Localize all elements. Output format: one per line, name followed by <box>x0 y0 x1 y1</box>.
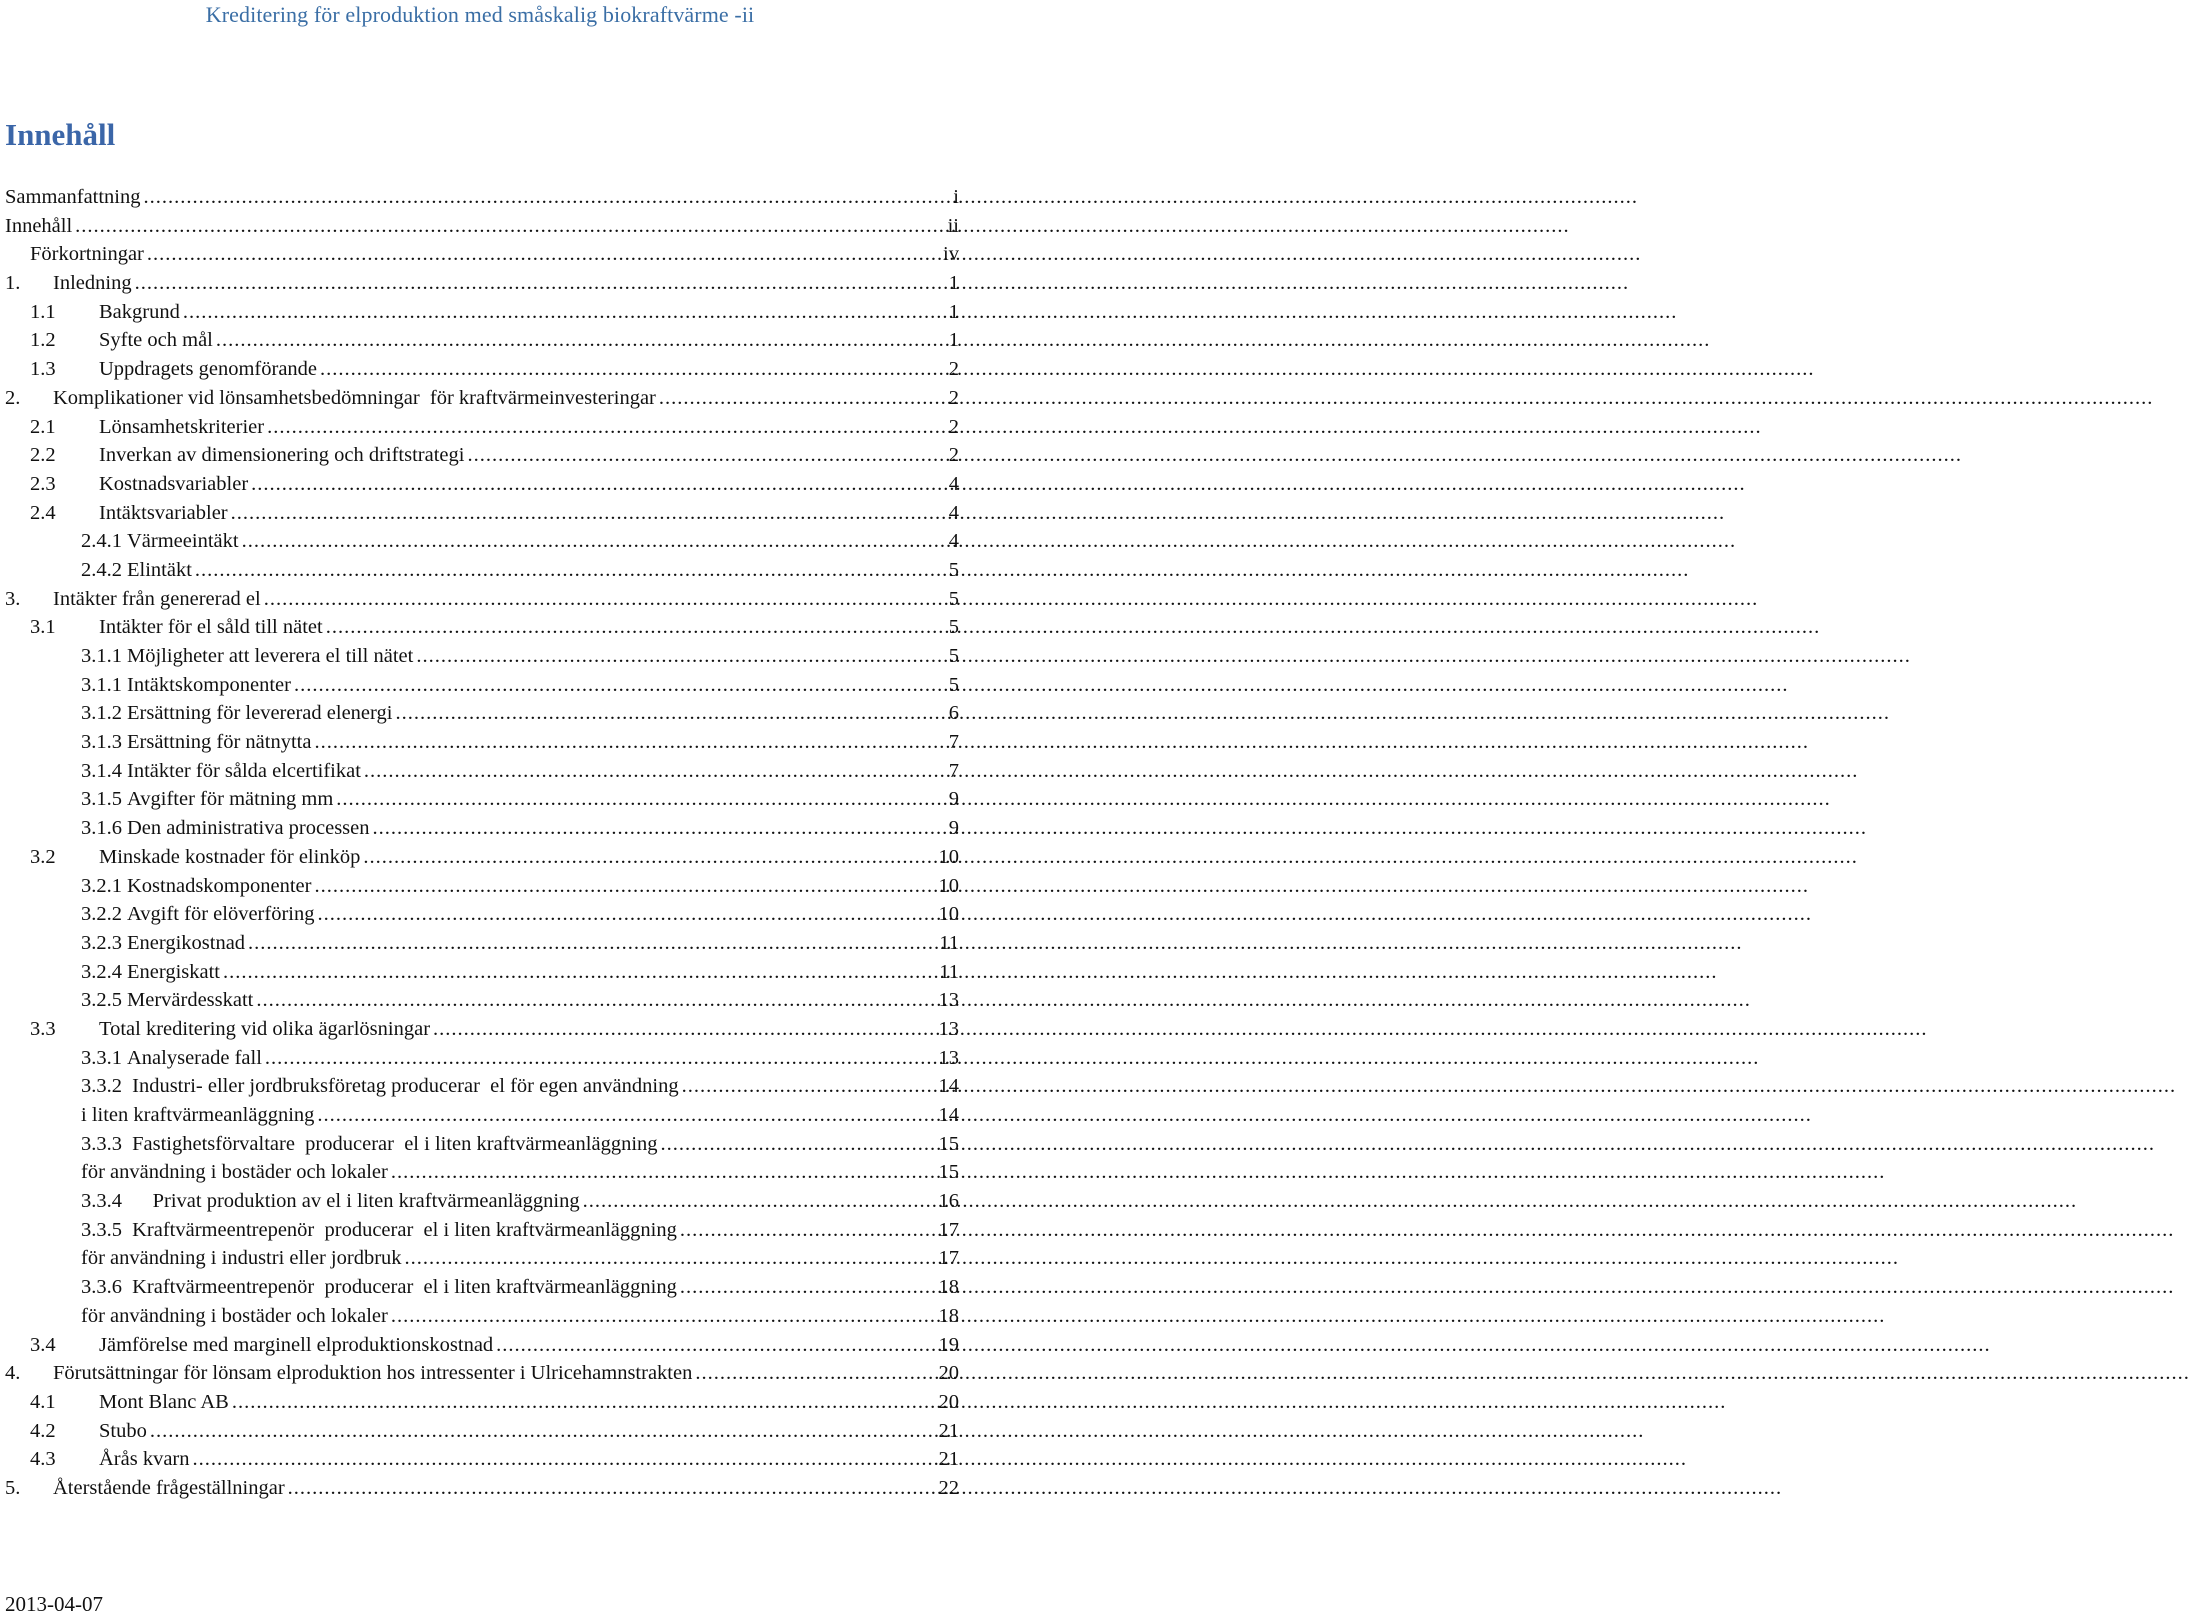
toc-entry-number: 3.1.4 <box>81 759 122 782</box>
toc-dot-leader <box>150 1417 936 1446</box>
toc-dot-leader <box>405 1244 936 1273</box>
toc-entry-number: 2.1 <box>30 415 56 438</box>
toc-entry-number: 5. <box>5 1476 21 1499</box>
toc-entry-page-number: 21 <box>938 1419 959 1442</box>
toc-entry[interactable] <box>5 642 959 671</box>
toc-entry-number: 3.1.3 <box>81 731 122 754</box>
toc-entry-number: 3.2.1 <box>81 874 122 897</box>
toc-entry-number: 3. <box>5 587 21 610</box>
toc-entry[interactable] <box>5 1015 959 1044</box>
toc-entry-label: Avgift för elöverföring <box>127 903 315 926</box>
toc-entry-label: Förkortningar <box>30 243 144 266</box>
toc-entry-page-number: 17 <box>938 1218 959 1241</box>
toc-entry[interactable] <box>5 728 959 757</box>
toc-dot-leader <box>195 556 946 585</box>
toc-entry-label: Intäkter för el såld till nätet <box>99 616 323 639</box>
toc-dot-leader <box>231 499 946 528</box>
toc-entry-label: Inverkan av dimensionering och driftstrategi <box>99 444 465 467</box>
toc-entry-number: 3.1.1 <box>81 673 122 696</box>
toc-entry-label: Kostnadskomponenter <box>127 874 312 897</box>
toc-dot-leader <box>135 269 946 298</box>
toc-entry-number: 3.3.6 <box>81 1276 122 1299</box>
toc-dot-leader <box>317 1101 935 1130</box>
toc-entry-label: Total kreditering vid olika ägarlösningar <box>99 1017 431 1040</box>
toc-entry[interactable] <box>5 1388 959 1417</box>
toc-entry-label: för användning i bostäder och lokaler <box>81 1304 388 1327</box>
toc-heading: Innehåll <box>5 117 116 152</box>
toc-dot-leader <box>265 1044 936 1073</box>
toc-dot-leader <box>75 212 944 241</box>
toc-entry[interactable] <box>5 556 959 585</box>
toc-dot-leader <box>395 699 945 728</box>
toc-entry-label: Inledning <box>53 272 132 295</box>
toc-entry-page-number: 4 <box>948 472 959 495</box>
toc-entry-number: 3.2.5 <box>81 989 122 1012</box>
toc-entry[interactable] <box>5 929 959 958</box>
toc-entry[interactable] <box>5 240 959 269</box>
toc-dot-leader <box>680 1273 936 1302</box>
toc-entry-number: 3.1.2 <box>81 702 122 725</box>
toc-entry-number: 1.1 <box>30 300 56 323</box>
toc-entry-page-number: 13 <box>938 989 959 1012</box>
toc-dot-leader <box>223 958 936 987</box>
toc-entry-label: Komplikationer vid lönsamhetsbedömningar för kraftvärmeinvesteringar <box>53 386 656 409</box>
toc-entry-page-number: 1 <box>948 300 959 323</box>
toc-dot-leader <box>467 441 945 470</box>
toc-entry[interactable] <box>5 326 959 355</box>
toc-entry-page-number: 6 <box>948 702 959 725</box>
toc-entry[interactable] <box>5 1044 959 1073</box>
toc-entry-page-number: 10 <box>938 903 959 926</box>
toc-entry[interactable] <box>5 384 959 413</box>
toc-entry-label: för användning i bostäder och lokaler <box>81 1161 388 1184</box>
toc-dot-leader <box>682 1072 936 1101</box>
toc-entry[interactable] <box>5 900 959 929</box>
toc-entry[interactable] <box>5 413 959 442</box>
toc-entry-number: 3.3.4 <box>81 1190 122 1213</box>
toc-entry[interactable] <box>5 1359 959 1388</box>
toc-entry-number: 3.4 <box>30 1333 56 1356</box>
toc-entry[interactable] <box>5 1273 959 1302</box>
toc-entry[interactable] <box>5 1302 959 1331</box>
toc-entry-page-number: 20 <box>938 1390 959 1413</box>
toc-entry-label: Återstående frågeställningar <box>53 1476 285 1499</box>
toc-entry-page-number: 5 <box>948 558 959 581</box>
toc-dot-leader <box>680 1216 936 1245</box>
toc-entry-number: 3.3.2 <box>81 1075 122 1098</box>
toc-entry[interactable] <box>5 212 959 241</box>
toc-entry-number: 3.2.4 <box>81 960 122 983</box>
toc-entry[interactable] <box>5 499 959 528</box>
toc-entry-page-number: 13 <box>938 1017 959 1040</box>
toc-entry-page-number: 16 <box>938 1190 959 1213</box>
toc-entry-number: 3.2.2 <box>81 903 122 926</box>
toc-entry-page-number: 2 <box>948 386 959 409</box>
toc-entry[interactable] <box>5 1158 959 1187</box>
toc-entry-page-number: 1 <box>948 329 959 352</box>
toc-entry-number: 4. <box>5 1362 21 1385</box>
toc-entry-number: 3.2.3 <box>81 931 122 954</box>
toc-dot-leader <box>193 1445 936 1474</box>
toc-entry-page-number: 20 <box>938 1362 959 1385</box>
toc-entry-number: 2.4.1 <box>81 530 122 553</box>
toc-dot-leader <box>242 527 946 556</box>
toc-entry-page-number: 2 <box>948 415 959 438</box>
toc-dot-leader <box>267 413 946 442</box>
toc-entry-label: Lönsamhetskriterier <box>99 415 265 438</box>
toc-entry-page-number: 7 <box>948 731 959 754</box>
toc-entry-page-number: 15 <box>938 1161 959 1184</box>
toc-dot-leader <box>317 900 935 929</box>
toc-entry-number: 1.3 <box>30 358 56 381</box>
toc-entry[interactable] <box>5 585 959 614</box>
toc-entry-label: Fastighetsförvaltare producerar el i liten kraftvärmeanläggning <box>127 1132 658 1155</box>
toc-entry-label: Ersättning för nätnytta <box>127 731 312 754</box>
toc-entry[interactable] <box>5 958 959 987</box>
toc-entry[interactable] <box>5 1216 959 1245</box>
toc-entry-number: 3.1 <box>30 616 56 639</box>
toc-dot-leader <box>147 240 940 269</box>
toc-entry-number: 2.2 <box>30 444 56 467</box>
toc-entry-page-number: 18 <box>938 1276 959 1299</box>
toc-entry-label: Jämförelse med marginell elproduktionskostnad <box>99 1333 494 1356</box>
toc-dot-leader <box>320 355 946 384</box>
toc-dot-leader <box>288 1474 936 1503</box>
toc-dot-leader <box>659 384 946 413</box>
toc-entry-label: Energikostnad <box>127 931 246 954</box>
toc-entry-number: 4.2 <box>30 1419 56 1442</box>
toc-entry[interactable] <box>5 1130 959 1159</box>
page-header: Kreditering för elproduktion med småskalig biokraftvärme -ii <box>205 2 755 27</box>
toc-entry-page-number: 18 <box>938 1304 959 1327</box>
toc-entry-page-number: 1 <box>948 272 959 295</box>
toc-entry[interactable] <box>5 1072 959 1101</box>
toc-entry-label: Privat produktion av el i liten kraftvärmeanläggning <box>127 1190 580 1213</box>
toc-dot-leader <box>496 1331 935 1360</box>
toc-entry-number: 3.3.5 <box>81 1218 122 1241</box>
toc-dot-leader <box>661 1130 936 1159</box>
toc-entry-page-number: 22 <box>938 1476 959 1499</box>
toc-entry[interactable] <box>5 699 959 728</box>
toc-dot-leader <box>264 585 946 614</box>
toc-entry[interactable] <box>5 298 959 327</box>
toc-entry-page-number: 15 <box>938 1132 959 1155</box>
toc-entry-label: Mont Blanc AB <box>99 1390 229 1413</box>
toc-dot-leader <box>144 183 951 212</box>
toc-dot-leader <box>363 843 935 872</box>
toc-entry-label: Bakgrund <box>99 300 180 323</box>
footer-date: 2013-04-07 <box>5 1592 103 1616</box>
toc-entry-number: 3.2 <box>30 845 56 868</box>
toc-entry-number: 4.1 <box>30 1390 56 1413</box>
toc-entry-label: Ersättning för levererad elenergi <box>127 702 393 725</box>
toc-entry-page-number: 2 <box>948 444 959 467</box>
toc-entry[interactable] <box>5 671 959 700</box>
toc-entry-label: Uppdragets genomförande <box>99 358 318 381</box>
toc-entry[interactable] <box>5 757 959 786</box>
toc-entry-label: Kraftvärmeentrepenör producerar el i liten kraftvärmeanläggning <box>127 1276 677 1299</box>
toc-entry-number: 1.2 <box>30 329 56 352</box>
toc-dot-leader <box>232 1388 936 1417</box>
toc-entry-label: Årås kvarn <box>99 1448 190 1471</box>
toc-dot-leader <box>314 872 935 901</box>
toc-entry-page-number: 4 <box>948 501 959 524</box>
toc-entry[interactable] <box>5 814 959 843</box>
toc-dot-leader <box>373 814 946 843</box>
toc-entry-label: Kraftvärmeentrepenör producerar el i liten kraftvärmeanläggning <box>127 1218 677 1241</box>
toc-entry[interactable] <box>5 1445 959 1474</box>
toc-entry-page-number: 14 <box>938 1075 959 1098</box>
toc-entry-page-number: 5 <box>948 587 959 610</box>
toc-entry-page-number: 10 <box>938 874 959 897</box>
toc-entry-label: Stubo <box>99 1419 147 1442</box>
toc-entry-label: Intäkter för sålda elcertifikat <box>127 759 361 782</box>
toc-dot-leader <box>216 326 946 355</box>
toc-entry-page-number: ii <box>947 214 959 237</box>
toc-entry-page-number: 7 <box>948 759 959 782</box>
toc-entry-number: 4.3 <box>30 1448 56 1471</box>
toc-dot-leader <box>336 785 945 814</box>
toc-entry-page-number: iv <box>943 243 959 266</box>
toc-entry-page-number: 5 <box>948 645 959 667</box>
toc-entry-label: Värmeeintäkt <box>127 530 239 553</box>
toc-entry-number: 2.3 <box>30 472 56 495</box>
toc-dot-leader <box>326 613 946 642</box>
toc-entry[interactable] <box>5 843 959 872</box>
toc-entry-label: Analyserade fall <box>127 1046 262 1069</box>
toc-entry-page-number: 4 <box>948 530 959 553</box>
toc-entry-page-number: 21 <box>938 1448 959 1471</box>
toc-entry-page-number: 11 <box>939 931 959 954</box>
toc-entry[interactable] <box>5 1187 959 1216</box>
toc-entry-page-number: i <box>953 186 959 208</box>
toc-entry-number: 3.3.1 <box>81 1046 122 1069</box>
toc-entry[interactable] <box>5 1101 959 1130</box>
toc-entry[interactable] <box>5 441 959 470</box>
toc-entry[interactable] <box>5 785 959 814</box>
toc-entry-number: 2.4 <box>30 501 56 524</box>
toc-entry-page-number: 11 <box>939 960 959 983</box>
toc-dot-leader <box>183 298 946 327</box>
toc-entry-label: Förutsättningar för lönsam elproduktion hos intressenter i Ulricehamnstrakten <box>53 1362 693 1385</box>
toc-entry-label: Elintäkt <box>127 558 192 581</box>
toc-entry-page-number: 9 <box>948 817 959 840</box>
toc-entry[interactable] <box>5 1331 959 1360</box>
toc-entry-label: Intäktskomponenter <box>127 673 291 696</box>
toc-entry[interactable] <box>5 269 959 298</box>
toc-entry[interactable] <box>5 470 959 499</box>
toc-entry-label: Sammanfattning <box>5 186 141 208</box>
toc-dot-leader <box>248 929 936 958</box>
toc-dot-leader <box>695 1359 935 1388</box>
toc-entry-label: i liten kraftvärmeanläggning <box>81 1104 315 1126</box>
toc-dot-leader <box>364 757 946 786</box>
toc-dot-leader <box>314 728 945 757</box>
toc-entry-label: Energiskatt <box>127 960 220 983</box>
toc-entry[interactable] <box>5 613 959 642</box>
toc-entry-label: Minskade kostnader för elinköp <box>99 845 361 868</box>
toc-entry-page-number: 9 <box>948 788 959 811</box>
toc-dot-leader <box>294 671 946 700</box>
toc-entry-label: Kostnadsvariabler <box>99 472 249 495</box>
table-of-contents <box>5 183 959 1503</box>
toc-entry-page-number: 5 <box>948 616 959 639</box>
toc-entry-label: Innehåll <box>5 214 73 237</box>
toc-entry-label: Syfte och mål <box>99 329 213 352</box>
toc-dot-leader <box>391 1302 936 1331</box>
toc-dot-leader <box>391 1158 936 1187</box>
toc-entry-label: Mervärdesskatt <box>127 989 254 1012</box>
toc-entry-page-number: 13 <box>938 1046 959 1069</box>
toc-entry-page-number: 2 <box>948 358 959 381</box>
toc-dot-leader <box>583 1187 936 1216</box>
toc-entry-page-number: 14 <box>938 1104 959 1126</box>
toc-entry-number: 1. <box>5 272 21 295</box>
toc-entry-page-number: 17 <box>938 1247 959 1270</box>
toc-entry-label: Industri- eller jordbruksföretag producerar el för egen användning <box>127 1075 679 1098</box>
toc-entry-number: 2. <box>5 386 21 409</box>
toc-entry[interactable] <box>5 183 959 212</box>
toc-entry[interactable] <box>5 1474 959 1503</box>
toc-dot-leader <box>251 470 946 499</box>
toc-entry-number: 3.1.1 <box>81 645 122 667</box>
toc-entry-label: Intäktsvariabler <box>99 501 228 524</box>
toc-entry-label: Avgifter för mätning mm <box>127 788 334 811</box>
toc-entry[interactable] <box>5 872 959 901</box>
toc-entry-label: Den administrativa processen <box>127 817 370 840</box>
toc-entry-number: 3.1.6 <box>81 817 122 840</box>
toc-entry-label: Intäkter från genererad el <box>53 587 261 610</box>
toc-entry-number: 3.3 <box>30 1017 56 1040</box>
toc-entry[interactable] <box>5 986 959 1015</box>
toc-entry-number: 3.1.5 <box>81 788 122 811</box>
toc-dot-leader <box>433 1015 935 1044</box>
toc-entry[interactable] <box>5 1417 959 1446</box>
toc-entry[interactable] <box>5 1244 959 1273</box>
toc-entry[interactable] <box>5 355 959 384</box>
toc-dot-leader <box>416 642 945 671</box>
toc-entry-label: Möjligheter att leverera el till nätet <box>127 645 414 667</box>
toc-entry-page-number: 10 <box>938 845 959 868</box>
toc-entry-page-number: 5 <box>948 673 959 696</box>
toc-entry-page-number: 19 <box>938 1333 959 1356</box>
toc-entry-number: 3.3.3 <box>81 1132 122 1155</box>
toc-dot-leader <box>256 986 935 1015</box>
toc-entry-label: för användning i industri eller jordbruk <box>81 1247 402 1270</box>
toc-entry[interactable] <box>5 527 959 556</box>
toc-entry-number: 2.4.2 <box>81 558 122 581</box>
